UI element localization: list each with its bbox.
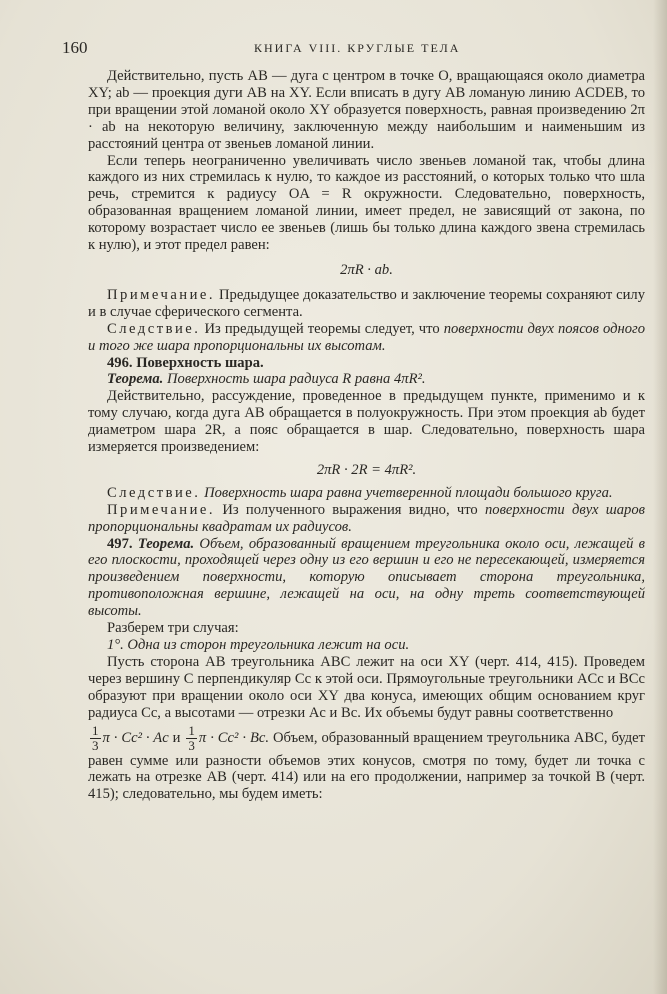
corollary-text: Из предыдущей теоремы следует, что [204, 320, 440, 337]
theorem-label: Теорема. [107, 371, 164, 388]
page-number: 160 [62, 38, 88, 57]
corollary-statement: поверхности двух поясов одного и того же шара пропорциональны их высотам. [88, 320, 645, 354]
cone-volume-2: π · Cc² · Bc. [198, 729, 270, 746]
running-title: КНИГА VIII. КРУГЛЫЕ ТЕЛА [254, 41, 461, 55]
paragraph [88, 724, 645, 804]
corollary [88, 321, 645, 355]
paragraph: Действительно, рассуждение, проведенное в предыдущем пункте, применимо и к тому случаю, когда дуга AB обращается в полуокружность. При этом проекция ab будет диаметром шара 2R, а пояс обращается в шар. Следовательно, поверхность шара измеряется произведением: [88, 388, 645, 456]
case-heading: 1°. Одна из сторон треугольника лежит на оси. [107, 637, 410, 653]
formula: 2πR · ab. [340, 261, 393, 278]
remark-label: Примечание. [107, 286, 216, 303]
fraction-numerator: 1 [188, 722, 195, 738]
formula: 2πR · 2R = 4πR². [316, 461, 417, 478]
remark-text: Из полученного выражения видно, что [222, 501, 478, 518]
fraction-numerator: 1 [92, 722, 99, 738]
paragraph-continuation: Объем, образованный вращением треугольника ABC, будет равен сумме или разности объемов этих конусов, смотря по тому, будет ли точка c лежать на отрезке AB (черт. 414) или на его продолжении, например за точкой B (черт. 415); следовательно, мы будем иметь: [88, 729, 645, 803]
remark [88, 287, 645, 321]
remark-statement: поверхности двух шаров пропорциональны квадратам их радиусов. [88, 501, 645, 535]
theorem-statement: Поверхность шара радиуса R равна 4πR². [166, 371, 426, 388]
corollary-statement: Поверхность шара равна учетверенной площади большого круга. [204, 484, 613, 501]
page-header [62, 38, 642, 60]
fraction [186, 724, 197, 753]
conjunction: и [172, 729, 181, 746]
remark [88, 502, 645, 536]
paragraph: Действительно, пусть AB — дуга с центром в точке O, вращающаяся около диаметра XY; ab — проекция дуги AB на XY. Если вписать в дугу AB ломаную линию ACDEB, то при вращении этой ломаной около XY образуется поверхность, равная произведению 2π · ab на некоторую величину, заключенную между наибольшим и наименьшим из расстояний центра от звеньев ломаной линии. [88, 68, 645, 152]
corollary-label: Следствие. [107, 484, 201, 501]
fraction [90, 724, 101, 753]
remark-text: Предыдущее доказательство и заключение теоремы сохраняют силу и в случае сферического сегмента. [88, 286, 646, 320]
theorem-label: Теорема. [137, 535, 195, 552]
corollary [88, 485, 645, 502]
section-number: 497. [107, 535, 133, 552]
fraction-denominator: 3 [188, 737, 195, 753]
theorem [88, 536, 645, 621]
corollary-label: Следствие. [107, 320, 201, 337]
section-heading: 496. Поверхность шара. [107, 354, 264, 371]
paragraph: Если теперь неограниченно увеличивать число звеньев ломаной так, чтобы длина каждого из них стремилась к нулю, то каждое из расстояний, о которых только что шла речь, стремится к радиусу OA = R окружности. Следовательно, поверхность, образованная вращением ломаной линии, имеет предел, не зависящий от закона, по которому возрастает число ее звеньев (лишь бы только длина каждого звена стремилась к нулю), и этот предел равен: [88, 152, 645, 254]
page-edge-shadow [653, 0, 667, 994]
theorem-statement: Объем, образованный вращением треугольника около оси, лежащей в его плоскости, проходящей через одну из его вершин и его не пересекающей, измеряется произведением поверхности, которую описывает сторона треугольника, противоположная вершине, лежащей на оси, на одну треть соответствующей высоты. [88, 535, 645, 620]
remark-label: Примечание. [107, 501, 216, 518]
paragraph: Разберем три случая: [107, 620, 239, 637]
theorem [88, 371, 645, 388]
paragraph: Пусть сторона AB треугольника ABC лежит на оси XY (черт. 414, 415). Проведем через вершину C перпендикуляр Cc к этой оси. Прямоугольные треугольники ACc и BCc образуют при вращении около оси XY два конуса, имеющих общим основанием круг радиуса Cc, а высотами — отрезки Ac и Bc. Их объемы будут равны соответственно [88, 653, 645, 721]
cone-volume-1: π · Cc² · Ac [102, 729, 169, 746]
fraction-denominator: 3 [92, 737, 99, 753]
page-body [88, 68, 645, 803]
volume-formulas-paragraph [88, 724, 645, 804]
